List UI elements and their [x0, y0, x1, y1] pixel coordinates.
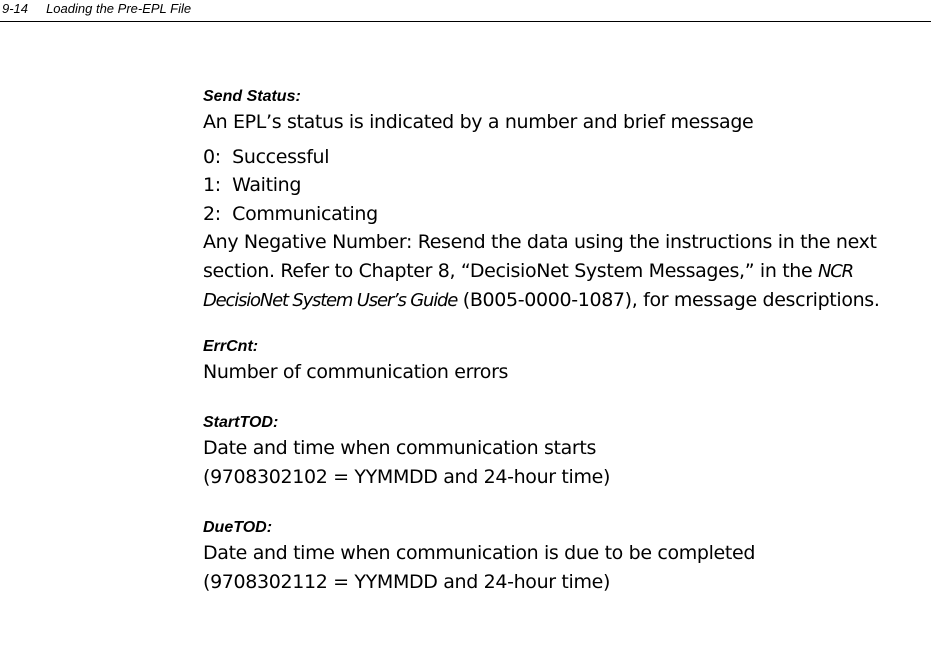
duetod-term: DueTOD: [203, 519, 273, 536]
running-header [0, 0, 931, 22]
negative-text-start: Any Negative Number: Resend the data using the instructions in the next section. Refer to Chapter 8, “DecisioNet System Messages,” in the [203, 231, 877, 282]
status-item-0: 0: Successful [203, 145, 330, 168]
send-status-description: An EPL’s status is indicated by a number and brief message [203, 111, 754, 133]
starttod-description: Date and time when communication starts [203, 437, 597, 459]
negative-number-paragraph [203, 228, 927, 316]
send-status-term: Send Status: [203, 88, 301, 105]
status-item-2: 2: Communicating [203, 202, 378, 225]
duetod-section [203, 517, 927, 596]
field-definitions [203, 86, 927, 596]
starttod-section [203, 412, 927, 491]
errcnt-section [203, 336, 927, 387]
duetod-format: (9708302112 = YYMMDD and 24-hour time) [203, 570, 611, 593]
header-title: 9-14 Loading the Pre-EPL File [2, 1, 192, 16]
negative-text-end: (B005-0000-1087), for message descriptions. [457, 289, 880, 311]
send-status-section [203, 86, 927, 316]
errcnt-description: Number of communication errors [203, 360, 509, 383]
user-guide-reference: NCR DecisioNet System User’s Guide [203, 260, 853, 311]
starttod-term: StartTOD: [203, 414, 279, 431]
status-item-1: 1: Waiting [203, 174, 302, 196]
errcnt-term: ErrCnt: [203, 337, 259, 355]
starttod-format: (9708302102 = YYMMDD and 24-hour time) [203, 465, 611, 488]
duetod-description: Date and time when communication is due to be completed [203, 542, 756, 564]
